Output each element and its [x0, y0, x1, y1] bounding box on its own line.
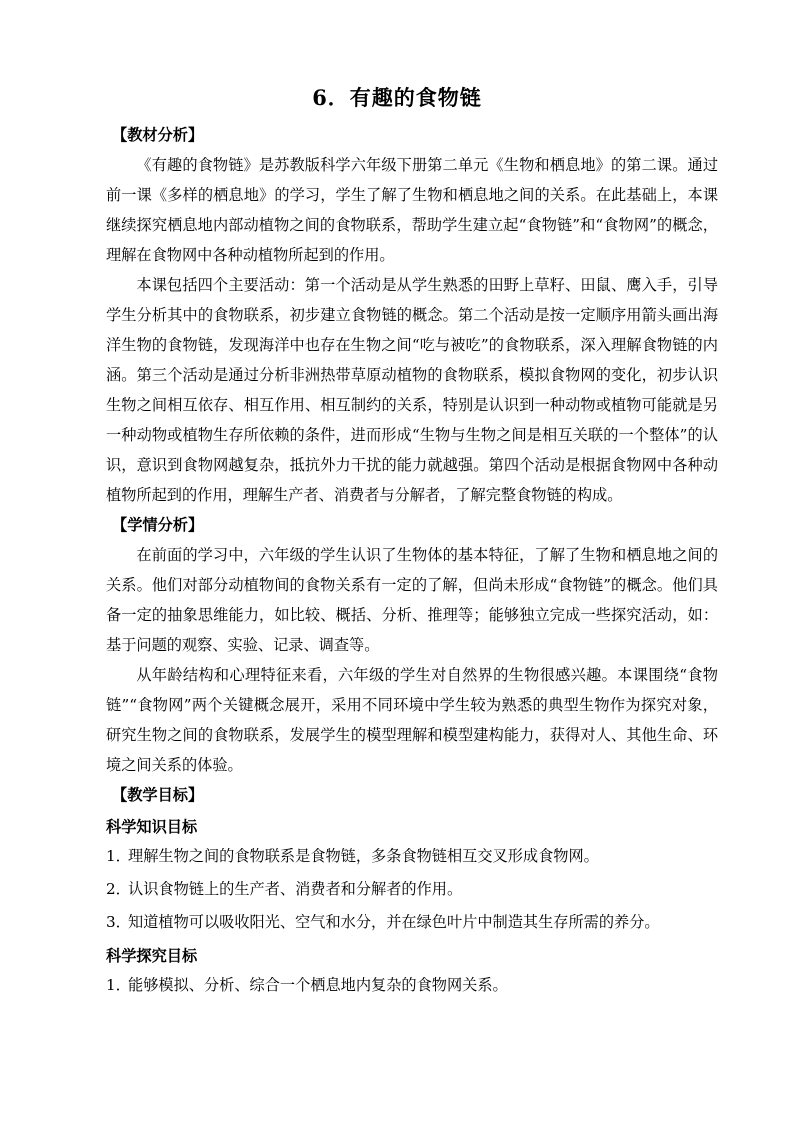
list-item-number: 1． — [106, 976, 131, 994]
heading-student-analysis: 【学情分析】 — [112, 516, 204, 534]
list-item — [106, 873, 718, 906]
heading-teaching-goals: 【教学目标】 — [112, 786, 204, 804]
list-item — [106, 906, 718, 939]
list-item — [106, 969, 718, 1002]
list-item-number: 3． — [106, 913, 131, 931]
document-title: 6．有趣的食物链 — [312, 85, 482, 110]
list-item-text: 能够模拟、分析、综合一个栖息地内复杂的食物网关系。 — [128, 976, 508, 994]
paragraph: 本课包括四个主要活动：第一个活动是从学生熟悉的田野上草籽、田鼠、鹰入手，引导学生分析其中的食物联系，初步建立食物链的概念。第二个活动是按一定顺序用箭头画出海洋生物的食物链，发现海洋中也存在生物之间“吃与被吃”的食物联系，深入理解食物链的内涵。第三个活动是通过分析非洲热带草原动植物的食物联系，模拟食物网的变化，初步认识生物之间相互依存、相互作用、相互制约的关系，特别是认识到一种动物或植物可能就是另一种动物或植物生存所依赖的条件，进而形成“生物与生物之间是相互关联的一个整体”的认识，意识到食物网越复杂，抵抗外力干扰的能力就越强。第四个活动是根据食物网中各种动植物所起到的作用，理解生产者、消费者与分解者，了解完整食物链的构成。 — [106, 276, 718, 504]
subheading-inquiry-goals: 科学探究目标 — [106, 947, 198, 965]
list-item-number: 2． — [106, 880, 131, 898]
subheading-knowledge-goals: 科学知识目标 — [106, 818, 198, 836]
document-body — [106, 120, 718, 1002]
paragraph: 在前面的学习中，六年级的学生认识了生物体的基本特征，了解了生物和栖息地之间的关系。他们对部分动植物间的食物关系有一定的了解，但尚未形成“食物链”的概念。他们具备一定的抽象思维能力，如比较、概括、分析、推理等；能够独立完成一些探究活动，如：基于问题的观察、实验、记录、调查等。 — [106, 546, 718, 654]
list-item — [106, 840, 718, 873]
list-item-number: 1． — [106, 847, 131, 865]
list-item-text: 认识食物链上的生产者、消费者和分解者的作用。 — [128, 880, 463, 898]
paragraph: 从年龄结构和心理特征来看，六年级的学生对自然界的生物很感兴趣。本课围绕“食物链”“食物网”两个关键概念展开，采用不同环境中学生较为熟悉的典型生物作为探究对象，研究生物之间的食物联系，发展学生的模型理解和模型建构能力，获得对人、其他生命、环境之间关系的体验。 — [106, 666, 718, 774]
list-item-text: 理解生物之间的食物联系是食物链，多条食物链相互交叉形成食物网。 — [128, 847, 599, 865]
heading-material-analysis: 【教材分析】 — [112, 126, 204, 144]
list-item-text: 知道植物可以吸收阳光、空气和水分，并在绿色叶片中制造其生存所需的养分。 — [128, 913, 660, 931]
paragraph: 《有趣的食物链》是苏教版科学六年级下册第二单元《生物和栖息地》的第二课。通过前一课《多样的栖息地》的学习，学生了解了生物和栖息地之间的关系。在此基础上，本课继续探究栖息地内部动植物之间的食物联系，帮助学生建立起“食物链”和“食物网”的概念，理解在食物网中各种动植物所起到的作用。 — [106, 156, 718, 264]
